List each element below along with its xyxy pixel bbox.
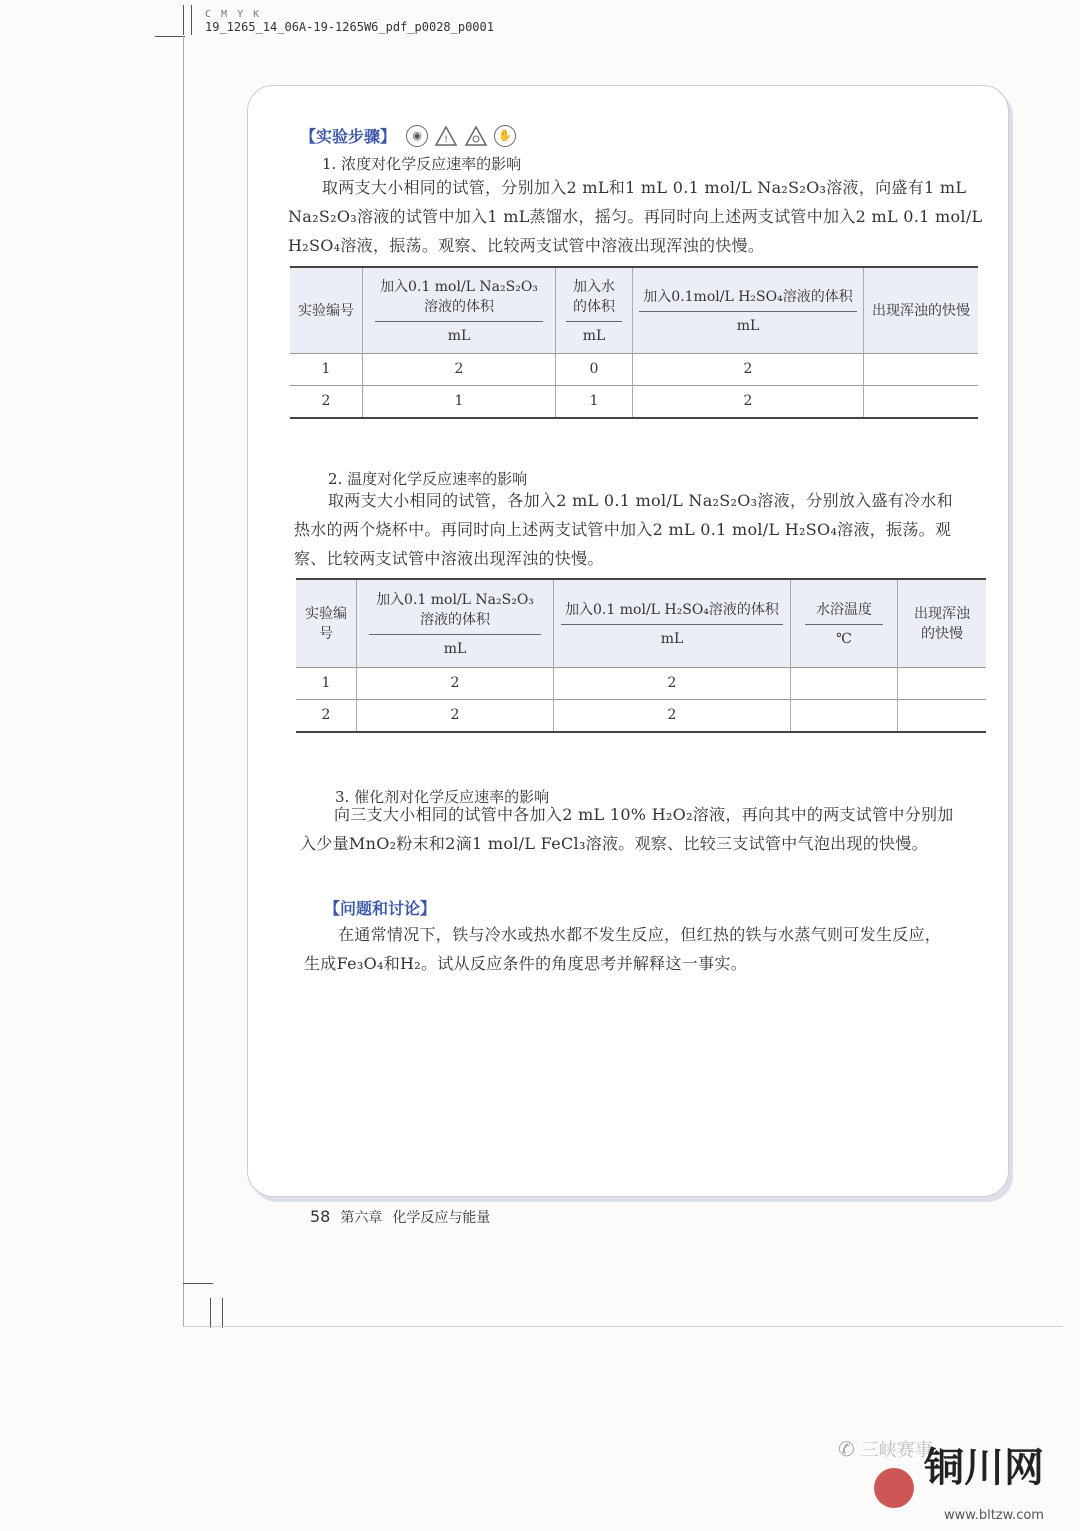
table-temperature xyxy=(296,578,986,733)
cell-turbidity xyxy=(864,353,979,385)
cell-na2s2o3: 2 xyxy=(357,699,554,732)
header-water-bath-temp xyxy=(791,579,898,667)
print-file-code: 19_1265_14_06A-19-1265W6_pdf_p0028_p0001 xyxy=(205,20,494,34)
cell-na2s2o3: 1 xyxy=(363,385,556,418)
safety-icons xyxy=(406,125,516,147)
crop-mark xyxy=(155,36,185,37)
wechat-icon: ✆ xyxy=(838,1437,855,1461)
cell-turbidity xyxy=(898,699,987,732)
header-unit: mL xyxy=(660,631,684,648)
part3-title: 3. 催化剂对化学反应速率的影响 xyxy=(335,788,550,806)
print-code xyxy=(205,8,494,34)
warning-icon xyxy=(434,125,458,147)
site-name: 铜川网 xyxy=(924,1445,1044,1491)
table-concentration xyxy=(290,266,978,419)
cell-water: 1 xyxy=(556,385,633,418)
header-num: 加入水的体积 xyxy=(566,276,622,322)
page-footer xyxy=(310,1207,490,1227)
cell-id: 1 xyxy=(290,353,363,385)
cell-water: 0 xyxy=(556,353,633,385)
table-header-row xyxy=(296,579,986,667)
biohazard-icon xyxy=(464,125,488,147)
cell-turbidity xyxy=(898,667,987,699)
crop-mark xyxy=(191,5,192,35)
discussion-text xyxy=(304,920,1004,978)
header-num: 加入0.1 mol/L Na₂S₂O₃溶液的体积 xyxy=(369,589,541,635)
header-experiment-number: 实验编号 xyxy=(296,579,357,667)
page-number: 58 xyxy=(310,1207,331,1226)
header-na2s2o3-volume xyxy=(363,267,556,353)
part3-text xyxy=(300,800,1000,858)
goggles-icon: ◉ xyxy=(406,125,428,147)
header-num: 水浴温度 xyxy=(805,599,883,625)
chapter-title: 化学反应与能量 xyxy=(392,1210,491,1226)
header-water-volume xyxy=(556,267,633,353)
wechat-label: 三峡赛事 xyxy=(860,1440,933,1461)
header-unit: mL xyxy=(447,328,471,345)
part3-line: 入少量MnO₂粉末和2滴1 mol/L FeCl₃溶液。观察、比较三支试管中气泡出现的快慢。 xyxy=(300,834,928,853)
header-unit: mL xyxy=(736,318,760,335)
cell-id: 1 xyxy=(296,667,357,699)
part1-line: 取两支大小相同的试管，分别加入2 mL和1 mL 0.1 mol/L Na₂S₂O₃溶液，向盛有1 mL xyxy=(322,178,967,197)
cmyk-marks: C M Y K xyxy=(205,9,262,20)
crop-mark xyxy=(183,1283,213,1284)
page-left-edge xyxy=(183,36,184,1326)
cell-na2s2o3: 2 xyxy=(357,667,554,699)
crop-mark xyxy=(222,1298,223,1328)
header-h2so4-volume xyxy=(633,267,864,353)
cell-h2so4: 2 xyxy=(633,385,864,418)
hand-wash-icon: ✋ xyxy=(494,125,516,147)
cell-temperature xyxy=(791,699,898,732)
header-num: 加入0.1mol/L H₂SO₄溶液的体积 xyxy=(639,286,857,312)
cell-h2so4: 2 xyxy=(554,667,791,699)
part3-line: 向三支大小相同的试管中各加入2 mL 10% H₂O₂溶液，再向其中的两支试管中分别加 xyxy=(334,805,954,824)
table-row xyxy=(290,353,978,385)
header-unit: mL xyxy=(443,641,467,658)
site-url: www.bltzw.com xyxy=(944,1508,1044,1523)
watermark xyxy=(838,1436,933,1462)
part2-line: 察、比较两支试管中溶液出现浑浊的快慢。 xyxy=(294,549,604,568)
header-num: 加入0.1 mol/L H₂SO₄溶液的体积 xyxy=(561,599,783,625)
discussion-line: 生成Fe₃O₄和H₂。试从反应条件的角度思考并解释这一事实。 xyxy=(304,954,748,973)
table-row xyxy=(296,667,986,699)
header-num: 加入0.1 mol/L Na₂S₂O₃溶液的体积 xyxy=(375,276,543,322)
part1-title: 1. 浓度对化学反应速率的影响 xyxy=(322,155,522,173)
site-logo-icon xyxy=(874,1468,914,1508)
chapter-label: 第六章 xyxy=(340,1210,383,1226)
table-header-row xyxy=(290,267,978,353)
discussion-title: 【问题和讨论】 xyxy=(324,899,437,918)
cell-id: 2 xyxy=(290,385,363,418)
header-unit: ℃ xyxy=(836,631,852,648)
part2-line: 取两支大小相同的试管，各加入2 mL 0.1 mol/L Na₂S₂O₃溶液，分别放入盛有冷水和 xyxy=(328,491,953,510)
header-turbidity-speed: 出现浑浊的快慢 xyxy=(864,267,979,353)
cell-h2so4: 2 xyxy=(554,699,791,732)
header-experiment-number: 实验编号 xyxy=(290,267,363,353)
table-row xyxy=(296,699,986,732)
cell-na2s2o3: 2 xyxy=(363,353,556,385)
part2-line: 热水的两个烧杯中。再同时向上述两支试管中加入2 mL 0.1 mol/L H₂SO₄溶液，振荡。观 xyxy=(294,520,952,539)
cell-temperature xyxy=(791,667,898,699)
cell-h2so4: 2 xyxy=(633,353,864,385)
crop-mark xyxy=(183,5,184,35)
part2-title: 2. 温度对化学反应速率的影响 xyxy=(328,470,528,488)
crop-mark xyxy=(210,1298,211,1328)
table-row xyxy=(290,385,978,418)
svg-text:!: ! xyxy=(444,134,448,145)
header-turbidity-speed: 出现浑浊的快慢 xyxy=(898,579,987,667)
page-bottom-edge xyxy=(183,1326,1063,1327)
part1-line: Na₂S₂O₃溶液的试管中加入1 mL蒸馏水，摇匀。再同时向上述两支试管中加入2 mL 0.1 mol/L xyxy=(288,207,983,226)
part1-line: H₂SO₄溶液，振荡。观察、比较两支试管中溶液出现浑浊的快慢。 xyxy=(288,236,765,255)
part2-text xyxy=(294,486,994,573)
discussion-line: 在通常情况下，铁与冷水或热水都不发生反应，但红热的铁与水蒸气则可发生反应， xyxy=(338,925,942,944)
header-na2s2o3-volume xyxy=(357,579,554,667)
header-h2so4-volume xyxy=(554,579,791,667)
cell-turbidity xyxy=(864,385,979,418)
header-unit: mL xyxy=(582,328,606,345)
part1-text xyxy=(288,173,988,260)
section-title: 【实验步骤】 xyxy=(300,127,397,146)
cell-id: 2 xyxy=(296,699,357,732)
section-header xyxy=(300,124,516,147)
